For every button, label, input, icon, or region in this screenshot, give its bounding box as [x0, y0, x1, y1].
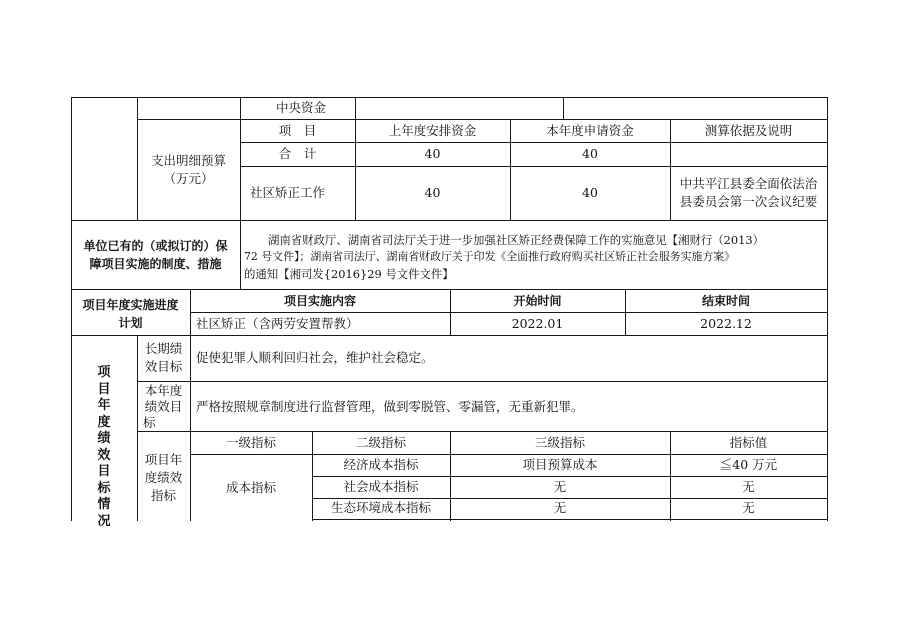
header-level3: 三级指标	[534, 435, 585, 450]
schedule-label-line2: 计划	[118, 316, 143, 330]
indicator-row-2-level2: 社会成本指标	[343, 479, 419, 494]
expense-detail-unit: （万元）	[163, 171, 214, 186]
indicators-label-line1: 项目年	[144, 452, 183, 467]
indicator-row-2-level3: 无	[553, 479, 567, 494]
policy-text-line3: 的通知【湘司发{2016}29 号文件文件】	[244, 267, 454, 281]
header-level1: 一级指标	[225, 435, 276, 450]
indicator-row-3-level3: 无	[553, 500, 567, 515]
header-current-year-funds: 本年度申请资金	[546, 123, 634, 138]
annual-label-line2: 绩效目	[144, 399, 183, 414]
long-term-label-line1: 长期绩	[144, 341, 183, 356]
annual-label-line1: 本年度	[144, 383, 183, 398]
long-term-text: 促使犯罪人顺利回归社会，维护社会稳定。	[196, 350, 434, 365]
annual-label-line3: 标	[143, 415, 156, 430]
schedule-content: 社区矫正（含两劳安置帮教）	[196, 316, 359, 331]
header-basis: 测算依据及说明	[704, 123, 793, 138]
long-term-label-line2: 效目标	[144, 359, 183, 374]
indicator-row-1-level2: 经济成本指标	[343, 457, 419, 472]
header-value: 指标值	[729, 435, 768, 450]
central-funds-label: 中央资金	[276, 100, 327, 115]
schedule-label-line1: 项目年度实施进度	[82, 298, 179, 312]
header-content: 项目实施内容	[283, 294, 356, 308]
expense-detail-label: 支出明细预算	[150, 153, 226, 168]
indicator-row-3-value: 无	[742, 500, 755, 515]
item-label: 社区矫正工作	[250, 185, 326, 200]
header-prev-year-funds: 上年度安排资金	[388, 123, 477, 138]
header-item: 项 目	[278, 123, 317, 138]
schedule-start: 2022.01	[511, 316, 564, 331]
item-basis-line2: 县委员会第一次会议纪要	[679, 194, 818, 209]
policy-text-line1: 湖南省财政厅、湖南省司法厅关于进一步加强社区矫正经费保障工作的实施意见【湘财行（2013）	[268, 233, 765, 247]
indicator-row-2-value: 无	[742, 479, 755, 494]
item-basis-line1: 中共平江县委全面依法治	[679, 176, 818, 191]
policy-text-line2: 72 号文件】；湖南省司法厅、湖南省财政厅关于印发《全面推行政府购买社区矫正社会服务实施方案》	[244, 250, 736, 263]
indicator-row-1-value: ≦40 万元	[719, 457, 778, 472]
indicator-row-1-level3: 项目预算成本	[522, 457, 598, 472]
header-level2: 二级指标	[355, 435, 406, 450]
total-label: 合 计	[278, 146, 317, 161]
indicator-row-3-level2: 生态环境成本指标	[330, 500, 431, 515]
policy-label-line1: 单位已有的（或拟订的）保	[83, 239, 228, 253]
header-end: 结束时间	[701, 294, 750, 308]
total-prev: 40	[424, 146, 441, 161]
indicators-label-line2: 度绩效	[144, 470, 183, 485]
policy-label-line2: 障项目实施的制度、措施	[89, 257, 222, 271]
header-start: 开始时间	[513, 294, 562, 308]
item-prev: 40	[424, 185, 441, 200]
performance-section-label: 项目年度绩效目标情况	[97, 365, 111, 529]
total-current: 40	[582, 146, 598, 161]
level1-cost: 成本指标	[225, 480, 276, 495]
annual-text: 严格按照规章制度进行监督管理，做到零脱管、零漏管，无重新犯罪。	[196, 399, 584, 414]
indicators-label-line3: 指标	[150, 488, 176, 503]
schedule-end: 2022.12	[700, 316, 752, 331]
item-current: 40	[582, 185, 598, 200]
